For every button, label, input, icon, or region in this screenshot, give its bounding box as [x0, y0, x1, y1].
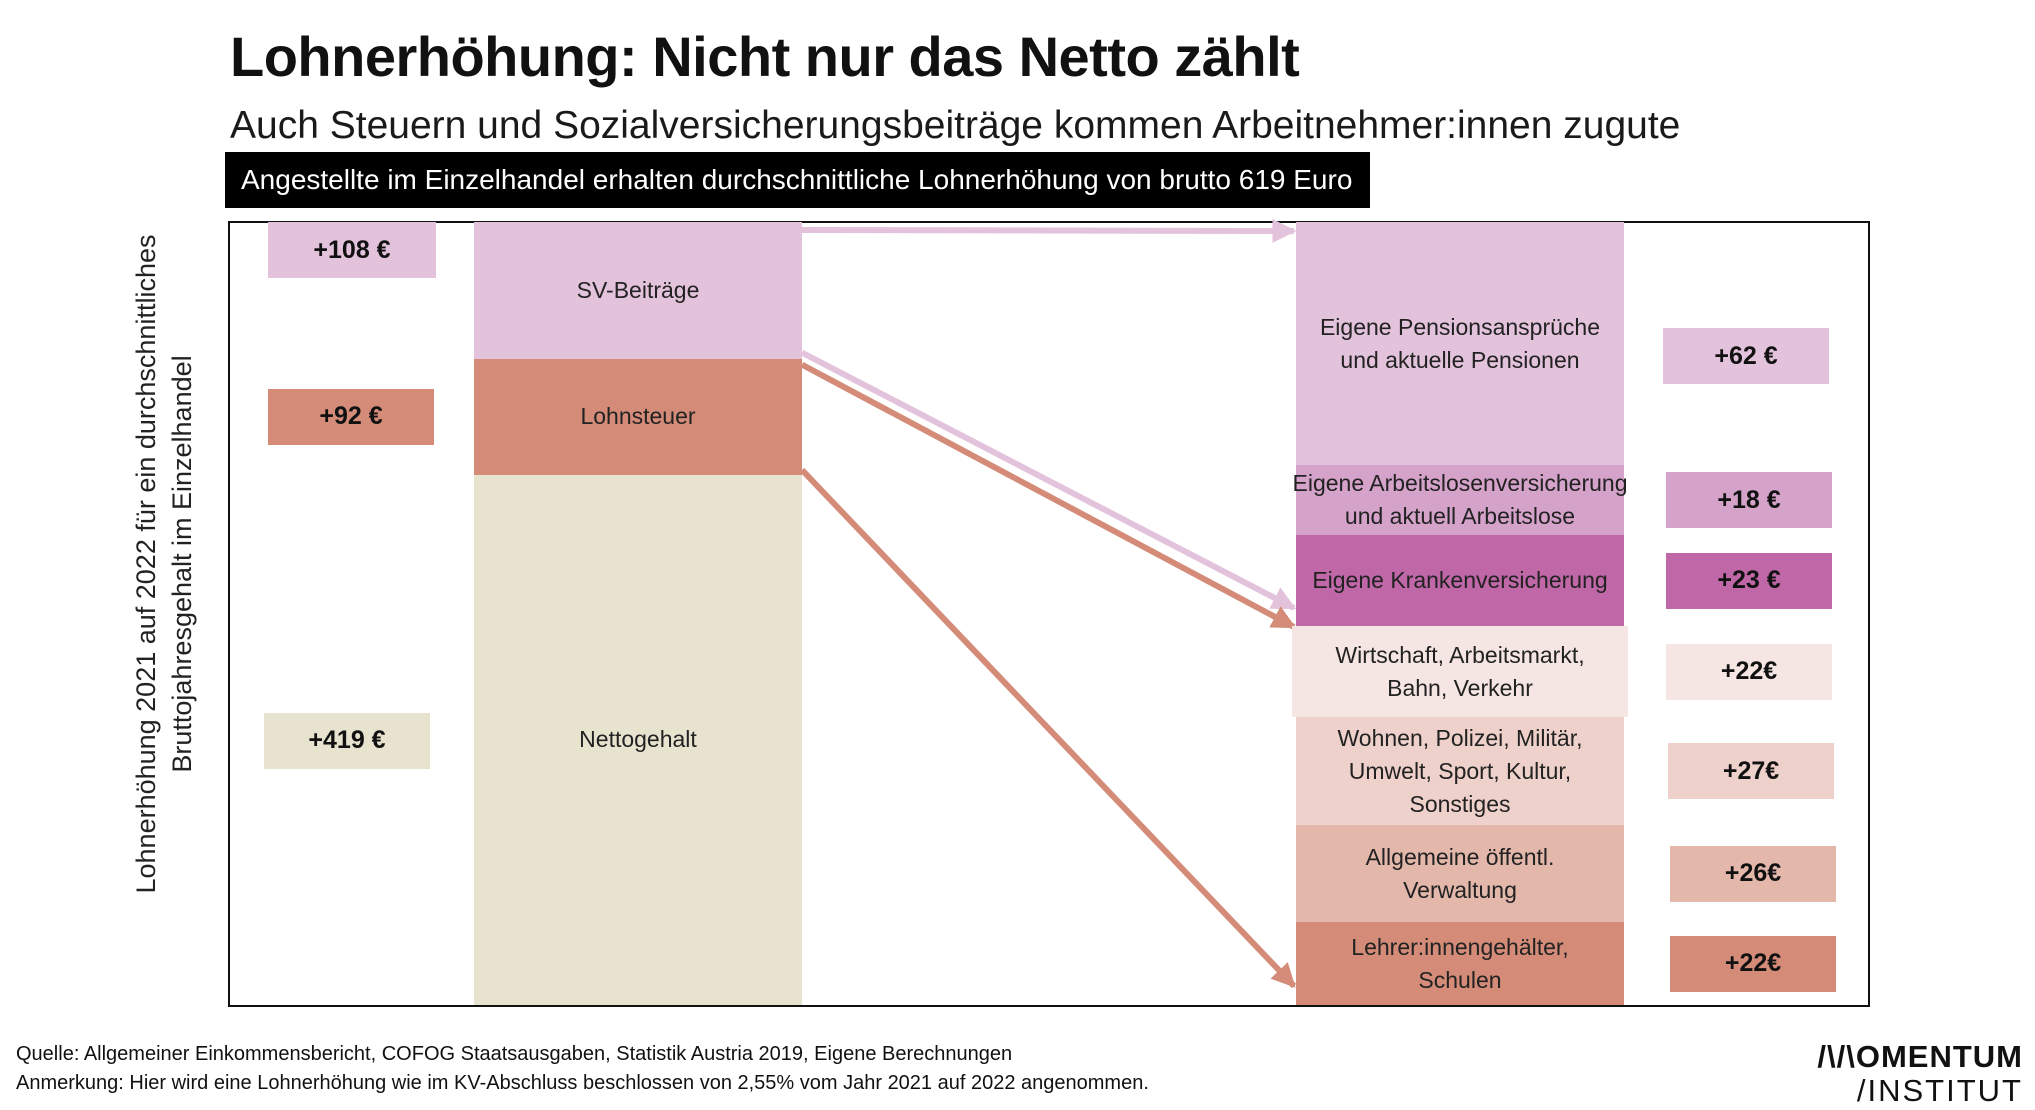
destination-value-badge: +27€: [1668, 743, 1834, 799]
y-axis-label: Lohnerhöhung 2021 auf 2022 für ein durchschnittliches Bruttojahresgehalt im Einzelhandel: [131, 234, 197, 894]
segment-label: SV-Beiträge: [576, 276, 700, 303]
segment-label: [1366, 841, 1555, 907]
logo-line-1: /\/\OMENTUM: [1817, 1039, 2023, 1074]
segment-label: [1337, 722, 1582, 821]
segment-label: [1351, 931, 1568, 997]
arrow-tax-to-economy: [802, 365, 1294, 627]
segment-label-line: Verwaltung: [1403, 876, 1517, 903]
segment-label: [1320, 311, 1600, 377]
destination-value-badge: +22€: [1670, 936, 1836, 992]
segment-label-line: und aktuell Arbeitslose: [1344, 503, 1576, 529]
destination-segment-wohnen-polizei-militär-umwelt-sport-kult: [1296, 717, 1624, 825]
segment-label-line: Bahn, Verkehr: [1387, 674, 1533, 701]
momentum-logo: [1817, 1040, 2023, 1108]
destination-segment-wirtschaft-arbeitsmarkt-bahn-verkehr: [1292, 626, 1628, 717]
arrow-sv-to-pensions: [802, 230, 1294, 231]
segment-label: [1335, 639, 1584, 705]
segment-label-line: und aktuelle Pensionen: [1340, 346, 1580, 373]
chart-title: Lohnerhöhung: Nicht nur das Netto zählt: [230, 25, 1300, 88]
logo-line-2: /INSTITUT: [1856, 1073, 2023, 1108]
segment-label-line: Sonstiges: [1409, 790, 1511, 817]
annotation-note: Anmerkung: Hier wird eine Lohnerhöhung wie im KV-Abschluss beschlossen von 2,55% vom Jahr 2021 auf 2022 angenommen.: [16, 1072, 1149, 1094]
highlight-banner: Angestellte im Einzelhandel erhalten durchschnittliche Lohnerhöhung von brutto 619 Euro: [225, 152, 1370, 208]
destination-value-badge: +22€: [1666, 644, 1832, 700]
chart-subtitle: Auch Steuern und Sozialversicherungsbeiträge kommen Arbeitnehmer:innen zugute: [230, 104, 1681, 147]
segment-label-line: Umwelt, Sport, Kultur,: [1348, 757, 1572, 784]
destination-value-badge: +26€: [1670, 846, 1836, 902]
segment-label-line: Schulen: [1418, 966, 1502, 993]
segment-label-line: Eigene Krankenversicherung: [1312, 567, 1608, 593]
segment-label-line: Wohnen, Polizei, Militär,: [1337, 724, 1583, 751]
segment-label: Lohnsteuer: [580, 403, 696, 430]
segment-label-line: Eigene Pensionsansprüche: [1319, 313, 1601, 340]
segment-label: [1312, 564, 1607, 597]
destination-value-badge: +62 €: [1663, 328, 1829, 384]
destination-segment-eigene-pensionsansprüche-und-aktuelle-pe: [1296, 222, 1624, 465]
source-segment-lohnsteuer: [474, 359, 802, 475]
segment-label-line: Lehrer:innengehälter,: [1351, 933, 1569, 960]
destination-segment-allgemeine-öffentl-verwaltung: [1296, 825, 1624, 922]
source-note: Quelle: Allgemeiner Einkommensbericht, COFOG Staatsausgaben, Statistik Austria 2019, Eigene Berechnungen: [16, 1043, 1013, 1065]
destination-segment-lehrer-innengehälter-schulen: [1296, 922, 1624, 1005]
source-segment-sv-beiträge: [474, 222, 802, 359]
source-value-badge: +108 €: [268, 222, 436, 278]
source-segment-nettogehalt: [474, 475, 802, 1005]
segment-label: Nettogehalt: [579, 726, 697, 753]
segment-label: [1293, 467, 1628, 533]
destination-value-badge: +23 €: [1666, 553, 1832, 609]
source-value-badge: +419 €: [264, 713, 430, 769]
destination-value-badge: +18 €: [1666, 472, 1832, 528]
segment-label-line: Eigene Arbeitslosenversicherung: [1292, 470, 1628, 496]
destination-segment-eigene-krankenversicherung: [1296, 535, 1624, 626]
arrow-tax-to-schools: [802, 470, 1294, 986]
segment-label-line: Wirtschaft, Arbeitsmarkt,: [1335, 641, 1585, 668]
source-value-badge: +92 €: [268, 389, 434, 445]
destination-segment-eigene-arbeitslosenversicherung-und-aktu: [1292, 465, 1628, 535]
segment-label-line: Allgemeine öffentl.: [1365, 843, 1555, 870]
arrow-sv-to-health: [802, 353, 1294, 608]
